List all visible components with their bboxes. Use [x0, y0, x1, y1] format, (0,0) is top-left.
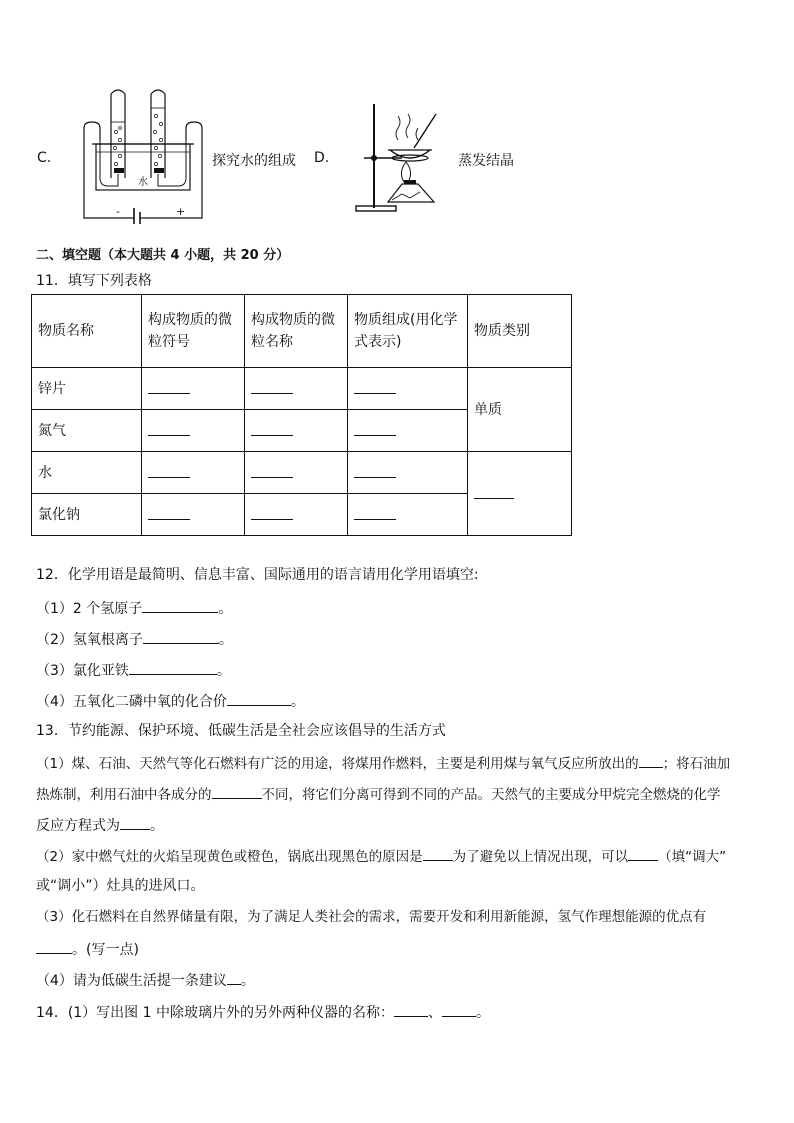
answer-blank[interactable] — [142, 368, 245, 410]
category-blank[interactable] — [468, 452, 572, 536]
answer-blank[interactable] — [639, 752, 663, 768]
q13-part2-line2: 或“调小”）灶具的进风口。 — [36, 878, 205, 894]
table-header-row — [32, 295, 572, 368]
row-name-water: 水 — [32, 452, 142, 494]
answer-blank[interactable] — [423, 845, 453, 861]
electrolysis-apparatus-figure — [78, 82, 208, 224]
answer-blank[interactable] — [227, 690, 291, 706]
q13-part1-line3: 反应方程式为 。 — [36, 814, 164, 836]
answer-blank[interactable] — [245, 368, 348, 410]
q11-table — [31, 294, 572, 536]
answer-blank[interactable] — [442, 1001, 476, 1017]
q11-stem: 11．填写下列表格 — [36, 273, 152, 289]
option-c-label: C. — [37, 150, 52, 166]
answer-blank[interactable] — [628, 845, 658, 861]
answer-blank[interactable] — [142, 452, 245, 494]
positive-terminal-sign: + — [176, 205, 186, 218]
q13-part3-line1: （3）化石燃料在自然界储量有限，为了满足人类社会的需求，需要开发和利用新能源，氢气作理想能源的优点有 — [36, 909, 707, 925]
header-particle-symbol: 构成物质的微粒符号 — [142, 295, 245, 368]
option-d-caption: 蒸发结晶 — [458, 153, 514, 169]
option-d-label: D. — [314, 150, 330, 166]
answer-blank[interactable] — [129, 659, 217, 675]
q13-part1-line2: 热炼制，利用石油中各成分的 不同，将它们分离可得到不同的产品。天然气的主要成分甲烷完全燃烧的化学 — [36, 783, 721, 805]
negative-terminal-sign: - — [116, 205, 120, 218]
table-row — [32, 452, 572, 494]
header-substance-name: 物质名称 — [32, 295, 142, 368]
q14-part1: 14．(1）写出图 1 中除玻璃片外的另外两种仪器的名称： 、 。 — [36, 1001, 490, 1023]
answer-blank[interactable] — [348, 452, 468, 494]
answer-blank[interactable] — [394, 1001, 428, 1017]
answer-blank[interactable] — [36, 938, 72, 954]
answer-blank[interactable] — [142, 494, 245, 536]
q13-part2-line1: （2）家中燃气灶的火焰呈现黄色或橙色，锅底出现黑色的原因是 为了避免以上情况出现，可以 （填“调大” — [36, 845, 726, 867]
row-name-sodium-chloride: 氯化钠 — [32, 494, 142, 536]
answer-blank[interactable] — [227, 969, 241, 985]
table-row — [32, 368, 572, 410]
q13-part4: （4）请为低碳生活提一条建议 。 — [36, 969, 255, 991]
evaporation-apparatus-figure — [352, 100, 442, 216]
q13-part1-line1: （1）煤、石油、天然气等化石燃料有广泛的用途，将煤用作燃料，主要是利用煤与氧气反应所放出的 ；将石油加 — [36, 752, 730, 774]
answer-blank[interactable] — [143, 628, 219, 644]
header-particle-name: 构成物质的微粒名称 — [245, 295, 348, 368]
row-name-nitrogen: 氮气 — [32, 410, 142, 452]
header-composition: 物质组成(用化学式表示) — [348, 295, 468, 368]
answer-blank[interactable] — [245, 410, 348, 452]
answer-blank[interactable] — [142, 597, 218, 613]
q12-item-2: （2）氢氧根离子 。 — [36, 628, 233, 650]
answer-blank[interactable] — [120, 814, 150, 830]
q12-stem: 12．化学用语是最简明、信息丰富、国际通用的语言请用化学用语填空: — [36, 567, 479, 583]
answer-blank[interactable] — [348, 410, 468, 452]
q13-stem: 13．节约能源、保护环境、低碳生活是全社会应该倡导的生活方式 — [36, 723, 446, 739]
option-c-caption: 探究水的组成 — [212, 153, 296, 169]
q13-part3-line2: 。(写一点) — [36, 938, 139, 960]
answer-blank[interactable] — [245, 452, 348, 494]
answer-blank[interactable] — [348, 494, 468, 536]
q12-item-4: （4）五氧化二磷中氧的化合价 。 — [36, 690, 305, 712]
row-name-zinc: 锌片 — [32, 368, 142, 410]
answer-blank[interactable] — [245, 494, 348, 536]
water-label: 水 — [138, 177, 148, 188]
q12-item-3: （3）氯化亚铁 。 — [36, 659, 231, 681]
answer-blank[interactable] — [142, 410, 245, 452]
header-category: 物质类别 — [468, 295, 572, 368]
category-element: 单质 — [468, 368, 572, 452]
answer-blank[interactable] — [348, 368, 468, 410]
section-title: 二、填空题（本大题共 4 小题，共 20 分） — [36, 248, 290, 263]
q12-item-1: （1）2 个氢原子 。 — [36, 597, 232, 619]
answer-blank[interactable] — [212, 783, 262, 799]
